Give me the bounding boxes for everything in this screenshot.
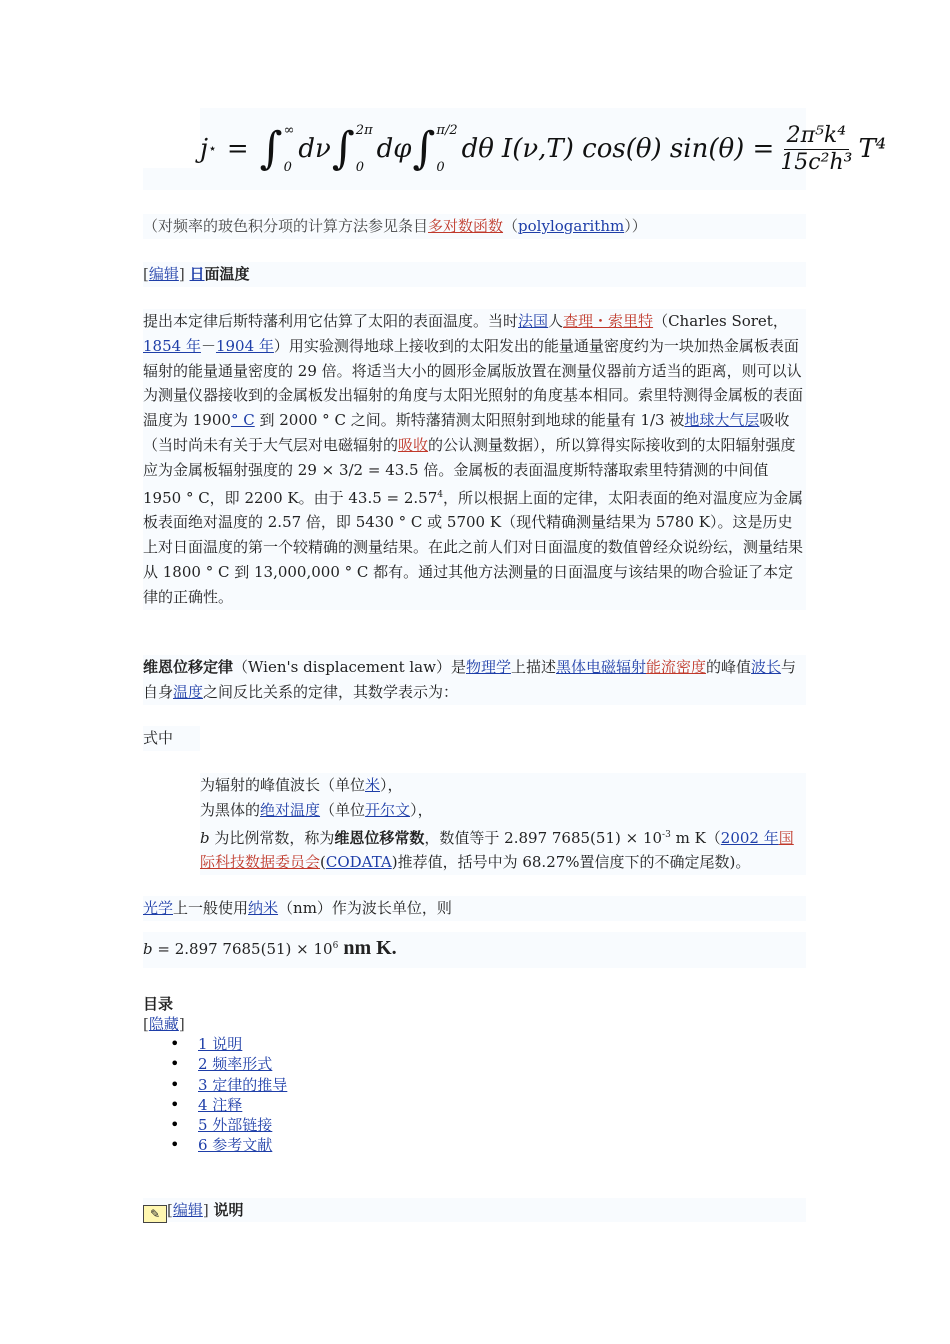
edit-bracket: [ [143, 265, 149, 283]
optics-line [143, 896, 806, 921]
text: 到 2000 ° C 之间。斯特藩猜测太阳照射到地球的能量有 1/3 被 [254, 411, 685, 430]
fraction-numerator: 2π⁵k⁴ [784, 123, 849, 149]
toc-item [198, 1095, 806, 1115]
definition-wavelength [200, 773, 806, 798]
paragraph-wien-law [143, 655, 806, 705]
note-text: （对频率的玻色积分项的计算方法参见条目 [143, 217, 429, 235]
toc-link-5[interactable]: 5 外部链接 [198, 1116, 273, 1135]
integrand: I(ν,T) cos(θ) sin(θ) = [501, 134, 775, 164]
edit-bracket: [ [167, 1201, 173, 1219]
link-kelvin[interactable]: 开尔文 [365, 800, 411, 819]
link-physics[interactable]: 物理学 [465, 658, 511, 676]
text: 的公认测量数据），所以算得实际接收到的太阳辐射强度应为金属板辐射强度的 29 × 3/2 = 43.5 倍。金属板的表面温度斯特藩取索里特猜测的中间值 1950 ° C，即 2200 K。由于 43.5 = 2.57 [143, 435, 796, 507]
text: 为比例常数，称为 [209, 828, 335, 847]
text: 吸收（当时尚未有关于大气层对电磁辐射的 [143, 411, 790, 454]
note-line [143, 214, 806, 239]
text: ）， [410, 800, 433, 819]
toc-bracket: [ [143, 1015, 149, 1033]
link-codata-zh[interactable]: 国际科技数据委员会 [200, 828, 794, 872]
link-codata[interactable]: CODATA [325, 853, 392, 872]
edit-bracket: ] [202, 1201, 209, 1219]
link-atmosphere[interactable]: 地球大气层 [684, 411, 760, 430]
text: ）， [380, 776, 403, 794]
table-of-contents [143, 993, 806, 1156]
symbol-b: b [200, 828, 210, 847]
edit-bracket: ] [178, 265, 185, 283]
integral-var-2: dφ [376, 134, 412, 164]
superscript: 6 [332, 941, 339, 951]
text: （Charles Soret， [653, 312, 788, 330]
link-polylogarithm-zh[interactable]: 多对数函数 [428, 217, 504, 235]
text: 人 [548, 312, 564, 330]
link-blackbody-radiation[interactable]: 黑体电磁辐射 [555, 658, 646, 676]
link-nanometer[interactable]: 纳米 [248, 899, 279, 917]
formula-lhs-star: ⋆ [208, 141, 217, 157]
formula-lhs: j [200, 134, 209, 164]
note-text: （ [503, 217, 519, 235]
integral-lower-3: 0 [436, 160, 445, 175]
edit-link[interactable]: 编辑 [148, 265, 179, 283]
link-flux-density[interactable]: 能流密度 [646, 658, 707, 676]
section-heading-explanation [143, 1198, 806, 1222]
text: 为黑体的 [200, 800, 261, 819]
toc-link-6[interactable]: 6 参考文献 [198, 1136, 273, 1155]
integral-sign: ∫ [259, 123, 283, 174]
integral-upper-2: 2π [355, 123, 373, 138]
section-heading-solar-temp [143, 262, 806, 287]
text: ，所以根据上面的定律，太阳表面的绝对温度应为金属板表面绝对温度的 2.57 倍，即 5430 ° C 或 5700 K（现代精确测量结果为 5780 K）。这是历史上对日面温度的第一个较精确的测量结果。在此之前人们对日面温度的数值曾经众说纷纭，测量结果从 1800 ° C 到 13,000,000 ° C 都有。通过其他方法测量的日面温度与该结果的吻合验证了本定律的正确性。 [143, 488, 804, 606]
radiance-integral-formula: j ⋆ = ∫ ∞ 0 dν ∫ 2π 0 dφ ∫ π/2 0 dθ I(ν,T) cos(θ) sin(θ) = $\frac{\text{2π⁵k⁴}}{\text{15c²h³}}$ T⁴ [200, 108, 806, 190]
toc-item [198, 1034, 806, 1054]
integral-lower-1: 0 [283, 160, 292, 175]
link-optics[interactable]: 光学 [143, 899, 174, 917]
link-polylogarithm[interactable]: polylogarithm [518, 217, 625, 235]
text: = 2.897 7685(51) × 10 [152, 940, 333, 958]
formula-tail: T⁴ [858, 134, 887, 164]
toc-bracket: ] [178, 1015, 185, 1033]
text: m K（ [670, 828, 721, 847]
toc-item [198, 1135, 806, 1155]
text: 提出本定律后斯特藩利用它估算了太阳的表面温度。当时 [143, 312, 519, 330]
integral-upper-1: ∞ [283, 123, 295, 138]
text: 上一般使用 [173, 899, 249, 917]
definitions-list [200, 773, 806, 875]
edit-link[interactable]: 编辑 [172, 1201, 203, 1219]
text: )推荐值，括号中为 68.27%置信度下的不确定尾数)。 [391, 853, 751, 872]
integral-sign: ∫ [412, 123, 436, 174]
text: （单位 [320, 800, 366, 819]
toc-title: 目录 [143, 995, 174, 1013]
integral-var-3: dθ [461, 134, 494, 164]
b-value-line [143, 932, 806, 968]
text: 为辐射的峰值波长（单位 [200, 776, 366, 794]
integral-lower-2: 0 [355, 160, 365, 175]
unit-text: nm K. [338, 937, 397, 959]
link-meter[interactable]: 米 [365, 776, 381, 794]
link-1854[interactable]: 1854 年 [143, 336, 201, 355]
integral-upper-3: π/2 [436, 123, 458, 138]
paragraph-solar-temperature [143, 309, 806, 610]
text: － [200, 336, 216, 355]
toc-link-4[interactable]: 4 注释 [198, 1095, 243, 1114]
toc-link-3[interactable]: 3 定律的推导 [198, 1075, 288, 1094]
text: ，数值等于 2.897 7685(51) × 10 [424, 828, 663, 847]
text: 的峰值 [706, 658, 752, 676]
note-text: ）） [624, 217, 647, 235]
section-title: 面温度 [204, 265, 250, 283]
text: 上描述 [510, 658, 556, 676]
edit-pencil-icon[interactable]: ✎ [143, 1205, 167, 1223]
link-celsius[interactable]: ° C [230, 411, 255, 430]
link-absolute-temperature[interactable]: 绝对温度 [260, 800, 321, 819]
link-absorption[interactable]: 吸收 [398, 435, 429, 454]
definition-constant [200, 823, 806, 876]
formula-shade [143, 168, 200, 190]
text: ( [320, 853, 326, 872]
link-sun[interactable]: 日 [189, 265, 205, 283]
link-1904[interactable]: 1904 年 [215, 336, 274, 355]
text: 之间反比关系的定律，其数学表示为： [203, 682, 459, 701]
link-wavelength[interactable]: 波长 [751, 658, 782, 676]
link-charles-soret[interactable]: 查理・索里特 [563, 312, 654, 330]
superscript: -3 [662, 829, 671, 840]
where-label-box [143, 726, 200, 751]
toc-hide-link[interactable]: 隐藏 [148, 1015, 179, 1033]
text: ）用实验测得地球上接收到的太阳发出的能量通量密度约为一块加热金属板表面辐射的能量通量密度的 29 倍。将适当大小的圆形金属版放置在测量仪器前方适当的距离，则可以认为测量仪器接收到的金属板发出辐射的角度与太阳光照射的角度基本相同。索里特测得金属板的表面温度为 1900 [143, 336, 804, 430]
section-title: 说明 [213, 1201, 244, 1219]
text: （nm）作为波长单位，则 [278, 899, 452, 917]
bold-term: 维恩位移定律 [143, 658, 234, 676]
toc-item [198, 1054, 806, 1074]
symbol-b: b [143, 940, 153, 958]
toc-item [198, 1075, 806, 1095]
where-label: 式中 [143, 729, 174, 747]
toc-link-1[interactable]: 1 说明 [198, 1035, 243, 1053]
fraction-denominator: 15c²h³ [780, 149, 853, 175]
integral-var-1: dν [298, 134, 331, 164]
link-temperature[interactable]: 温度 [173, 682, 204, 701]
toc-link-2[interactable]: 2 频率形式 [198, 1055, 273, 1074]
fraction [780, 123, 852, 175]
bold-term: 维恩位移常数 [334, 828, 425, 847]
definition-temperature [200, 798, 806, 823]
link-france[interactable]: 法国 [518, 312, 549, 330]
toc-item [198, 1115, 806, 1135]
link-2002[interactable]: 2002 年 [720, 828, 779, 847]
integral-sign: ∫ [331, 123, 355, 174]
text: （Wien's displacement law）是 [233, 658, 466, 676]
superscript: 4 [437, 489, 444, 500]
text: 与自身 [143, 658, 797, 701]
